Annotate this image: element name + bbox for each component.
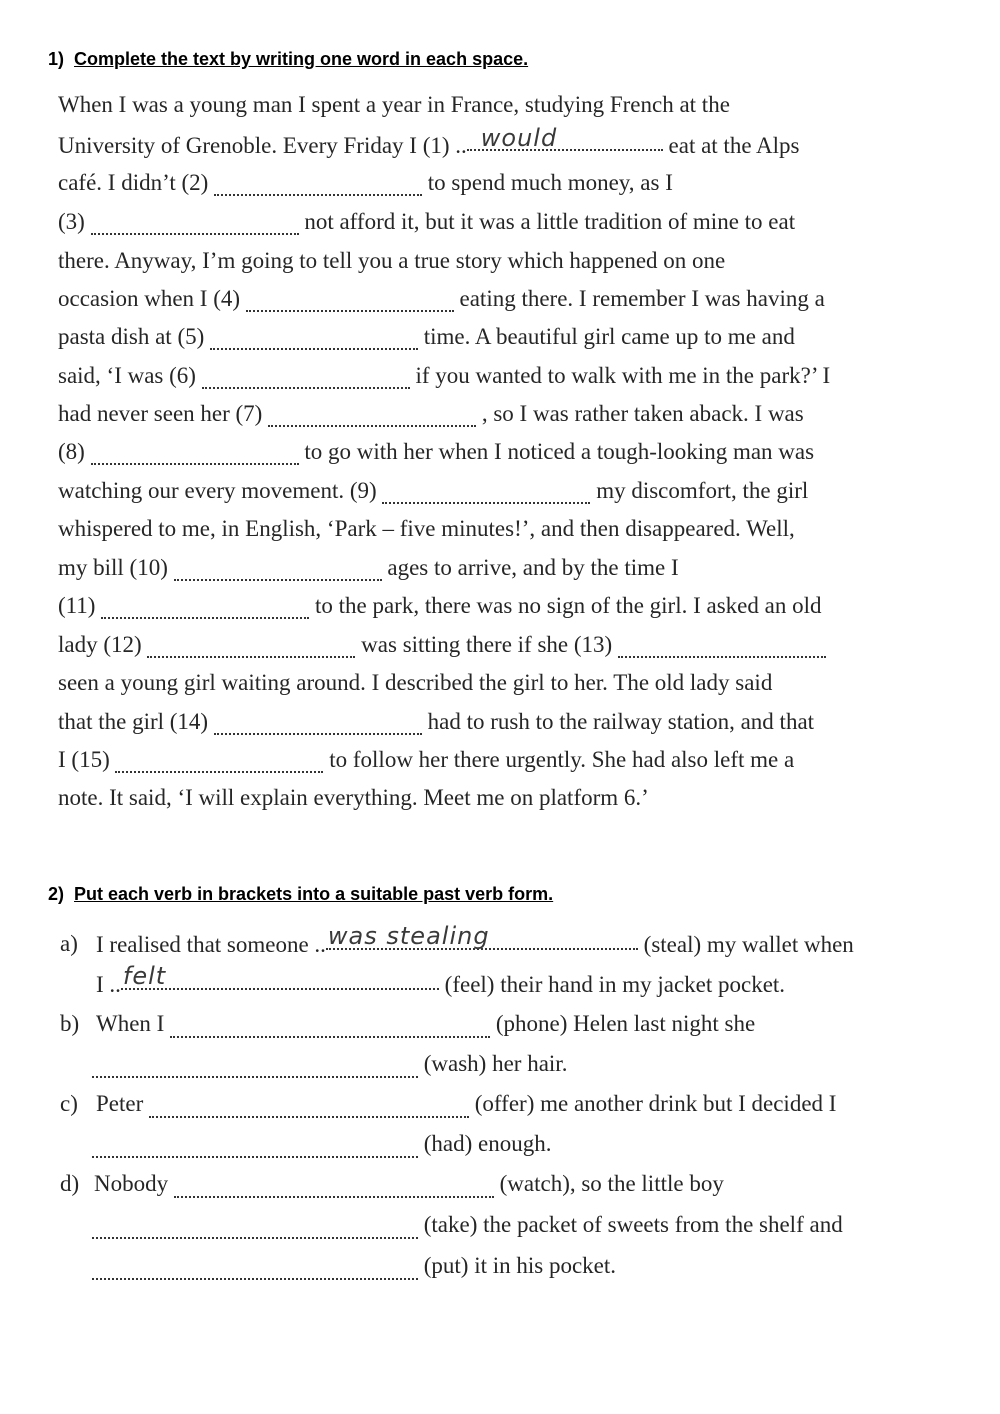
answer-blank-12[interactable] <box>147 630 355 660</box>
passage-line: pasta dish at (5) time. A beautiful girl came up to me and <box>58 322 795 352</box>
passage-line: When I was a young man I spent a year in France, studying French at the <box>58 92 730 117</box>
answer-blank-a2[interactable] <box>121 962 439 992</box>
passage-line: (3) not afford it, but it was a little tradition of mine to eat <box>58 207 795 237</box>
answer-blank-d1[interactable] <box>174 1168 494 1200</box>
passage-line: occasion when I (4) eating there. I remember I was having a <box>58 284 825 314</box>
section2-instruction: Put each verb in brackets into a suitable past verb form. <box>74 884 554 904</box>
answer-blank-14[interactable] <box>214 707 422 737</box>
passage-line: (8) to go with her when I noticed a tough-looking man was <box>58 437 814 467</box>
passage-line: (11) to the park, there was no sign of the girl. I asked an old <box>58 591 821 621</box>
answer-blank-4[interactable] <box>246 284 454 314</box>
answer-blank-9[interactable] <box>382 476 590 506</box>
item-d-line-3: (put) it in his pocket. <box>92 1250 616 1282</box>
item-label-c: c) <box>60 1091 78 1116</box>
section1-number: 1) <box>48 49 65 69</box>
passage-line: café. I didn’t (2) to spend much money, as I <box>58 168 673 198</box>
item-a-line-2: I .. felt (feel) their hand in my jacket pocket. <box>96 962 786 997</box>
answer-blank-1[interactable] <box>467 124 663 153</box>
answer-blank-a1[interactable] <box>326 922 638 952</box>
section2-heading <box>48 884 553 905</box>
item-c-line-2: (had) enough. <box>92 1128 552 1160</box>
handwritten-answer-a1: was stealing <box>327 922 490 950</box>
passage-line: there. Anyway, I’m going to tell you a true story which happened on one <box>58 248 726 273</box>
passage-line: University of Grenoble. Every Friday I (1) .. would eat at the Alps <box>58 124 800 158</box>
passage-line: I (15) to follow her there urgently. She had also left me a <box>58 745 794 775</box>
passage-line: watching our every movement. (9) my discomfort, the girl <box>58 476 808 506</box>
answer-blank-7[interactable] <box>268 399 476 429</box>
answer-blank-10[interactable] <box>174 553 382 583</box>
item-label-b: b) <box>60 1011 80 1036</box>
answer-blank-13[interactable] <box>618 630 826 660</box>
answer-blank-8[interactable] <box>91 437 299 467</box>
answer-blank-c2[interactable] <box>92 1128 418 1160</box>
passage-line: my bill (10) ages to arrive, and by the time I <box>58 553 679 583</box>
answer-blank-3[interactable] <box>91 207 299 237</box>
answer-blank-b2[interactable] <box>92 1048 418 1080</box>
handwritten-answer-a2: felt <box>122 962 167 990</box>
passage-line: that the girl (14) had to rush to the railway station, and that <box>58 707 814 737</box>
answer-blank-2[interactable] <box>214 168 422 198</box>
passage-line: said, ‘I was (6) if you wanted to walk with me in the park?’ I <box>58 361 830 391</box>
item-b-line-2: (wash) her hair. <box>92 1048 567 1080</box>
passage-line: note. It said, ‘I will explain everything. Meet me on platform 6.’ <box>58 785 649 810</box>
answer-blank-b1[interactable] <box>170 1008 490 1040</box>
answer-blank-5[interactable] <box>210 322 418 352</box>
passage-line: seen a young girl waiting around. I described the girl to her. The old lady said <box>58 670 773 695</box>
section1-instruction: Complete the text by writing one word in each space. <box>74 49 529 69</box>
passage-line: had never seen her (7) , so I was rather taken aback. I was <box>58 399 804 429</box>
answer-blank-d2[interactable] <box>92 1209 418 1241</box>
answer-blank-6[interactable] <box>202 361 410 391</box>
answer-blank-11[interactable] <box>101 591 309 621</box>
handwritten-answer-1: would <box>480 124 558 152</box>
passage-line: whispered to me, in English, ‘Park – five minutes!’, and then disappeared. Well, <box>58 516 795 541</box>
item-label-d: d) <box>60 1171 80 1196</box>
section2-number: 2) <box>48 884 65 904</box>
answer-blank-d3[interactable] <box>92 1250 418 1282</box>
item-label-a: a) <box>60 931 78 956</box>
passage-line: lady (12) was sitting there if she (13) <box>58 630 826 660</box>
answer-blank-c1[interactable] <box>149 1088 469 1120</box>
item-d-line-2: (take) the packet of sweets from the shelf and <box>92 1209 843 1241</box>
answer-blank-15[interactable] <box>115 745 323 775</box>
section1-heading <box>48 49 528 70</box>
